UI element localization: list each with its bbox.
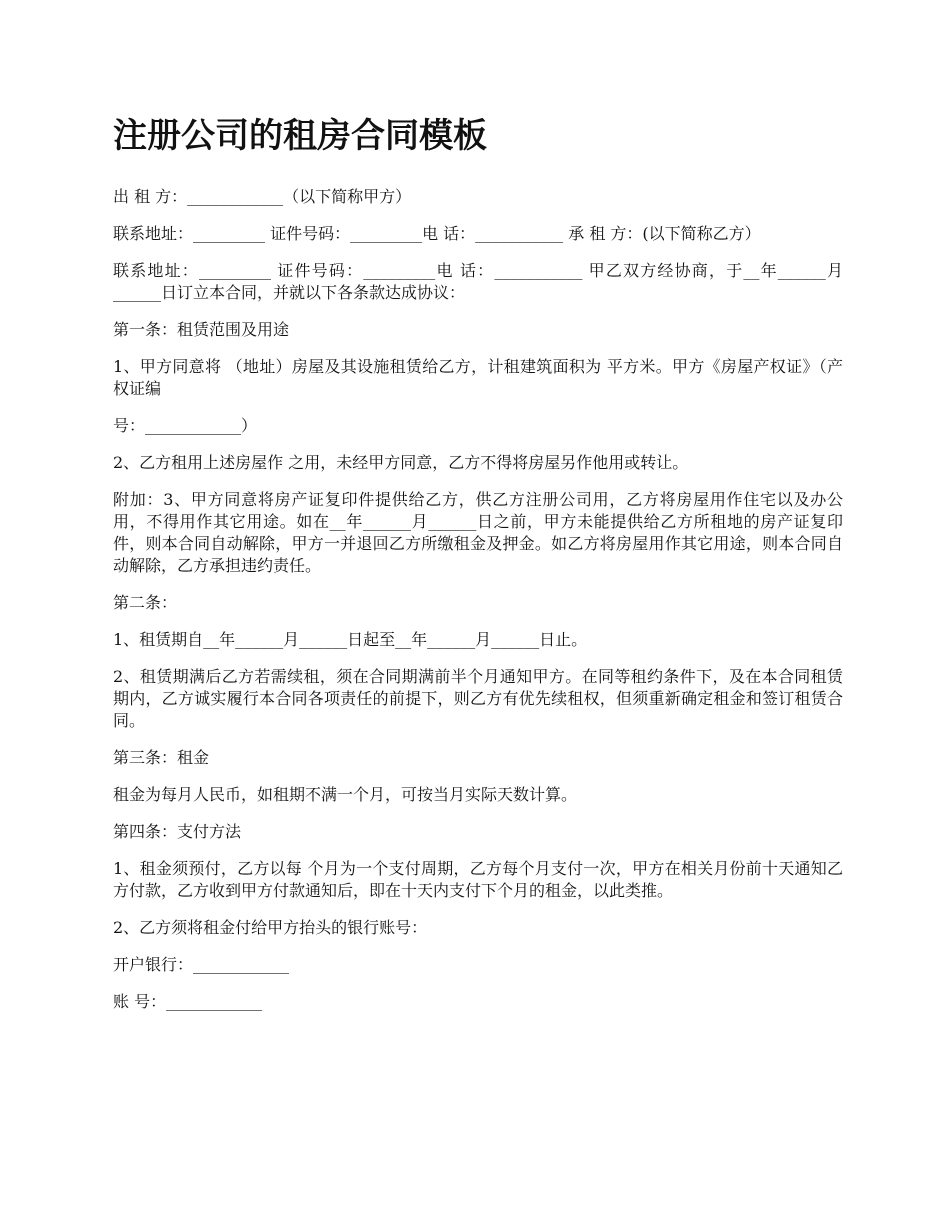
heading-article-2: 第二条： (113, 593, 178, 612)
paragraph-addendum: 附加：3、甲方同意将房产证复印件提供给乙方，供乙方注册公司用，乙方将房屋用作住宅以及办公用，不得用作其它用途。如在__年______月______日之前，甲方未能提供给乙方所租地的房产证复印件，则本合同自动解除，甲方一并退回乙方所缴租金及押金。如乙方将房屋用作其它用途，则本合同自动解除，乙方承担违约责任。 (113, 490, 843, 575)
document-title: 注册公司的租房合同模板 (113, 116, 487, 156)
heading-article-4: 第四条：支付方法 (113, 822, 242, 841)
paragraph-article-1-item-1: 1、甲方同意将 （地址）房屋及其设施租赁给乙方，计租建筑面积为 平方米。甲方《房屋产权证》（产权证编 (113, 357, 843, 398)
paragraph-bank-account-intro: 2、乙方须将租金付给甲方抬头的银行账号： (113, 918, 428, 937)
document-page (113, 112, 843, 1028)
paragraph-article-1-item-2: 2、乙方租用上述房屋作 之用，未经甲方同意，乙方不得将房屋另作他用或转让。 (113, 453, 689, 472)
heading-article-3: 第三条：租金 (113, 748, 210, 767)
paragraph-lessee-contact: 联系地址：_________ 证件号码：_________电 话：___________ 甲乙双方经协商，于__年______月______日订立本合同，并就以下各条款达成协议： (113, 261, 843, 302)
paragraph-prepayment: 1、租金须预付，乙方以每 个月为一个支付周期，乙方每个月支付一次，甲方在相关月份前十天通知乙方付款，乙方收到甲方付款通知后，即在十天内支付下个月的租金，以此类推。 (113, 859, 843, 900)
paragraph-account-number: 账 号：____________ (113, 992, 263, 1011)
paragraph-certificate-number: 号：____________） (113, 416, 258, 435)
paragraph-bank-name: 开户银行：____________ (113, 955, 290, 974)
paragraph-lease-term: 1、租赁期自__年______月______日起至__年______月______日止。 (113, 630, 588, 649)
heading-article-1: 第一条：租赁范围及用途 (113, 320, 290, 339)
paragraph-lessor-contact: 联系地址：_________ 证件号码：_________电 话：___________ 承 租 方：(以下简称乙方） (113, 224, 761, 243)
paragraph-renewal: 2、租赁期满后乙方若需续租，须在合同期满前半个月通知甲方。在同等租约条件下，及在本合同租赁期内，乙方诚实履行本合同各项责任的前提下，则乙方有优先续租权，但须重新确定租金和签订租赁合同。 (113, 667, 843, 730)
paragraph-lessor: 出 租 方：____________（以下简称甲方） (113, 187, 412, 206)
paragraph-rent: 租金为每月人民币，如租期不满一个月，可按当月实际天数计算。 (113, 785, 578, 804)
